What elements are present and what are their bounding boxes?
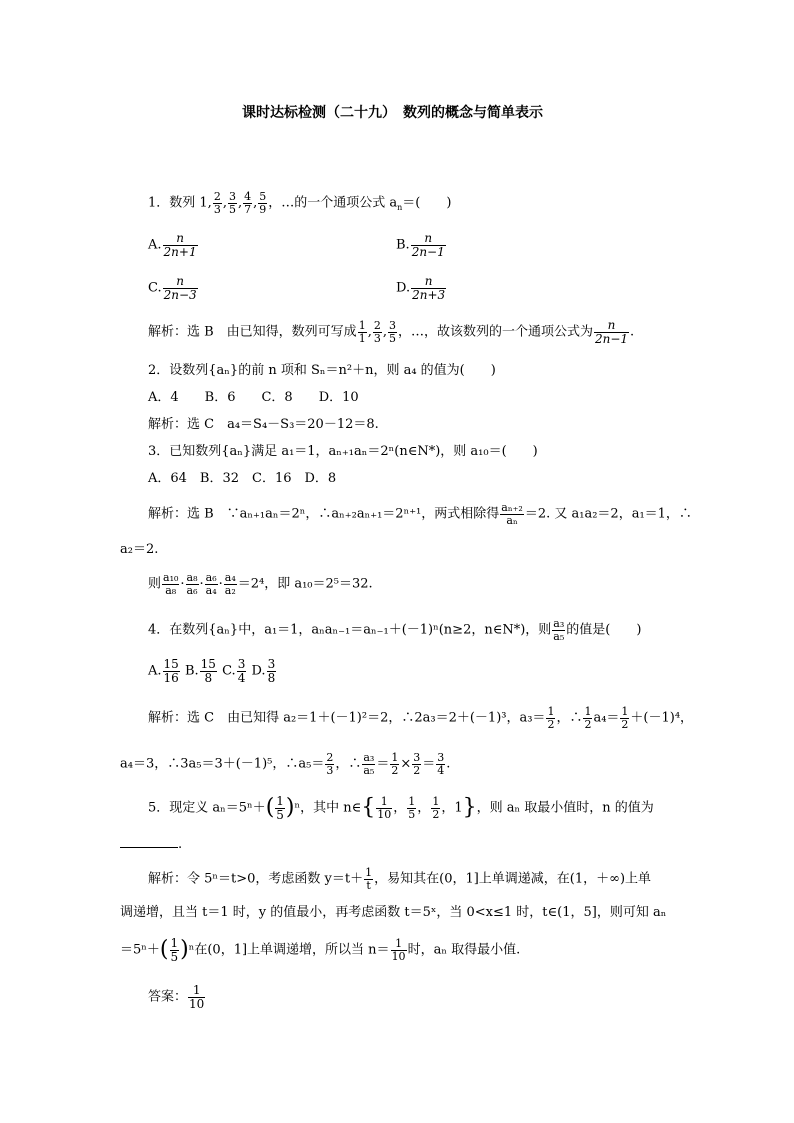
q1-stem: 1．数列 1, $\frac{2}{3}$ , $\frac{3}{5}$ , $\frac{4}{7}$ , $\frac{5}{9}$ ，…的一个通项公式 $a_n=$( ) (148, 190, 452, 216)
q2-stem: 2．设数列{aₙ}的前 n 项和 Sₙ＝n²＋n，则 a₄ 的值为( ) (148, 363, 496, 378)
q3-options: A．64 B．32 C．16 D．8 (148, 471, 337, 486)
q3-solution-line2: a₂＝2. (120, 542, 159, 557)
page-title: 课时达标检测（二十九） 数列的概念与简单表示 (242, 105, 543, 121)
fraction: $\frac{2}{3}$ (213, 190, 221, 216)
q3-stem: 3．已知数列{aₙ}满足 a₁＝1，aₙ₊₁aₙ＝2ⁿ(n∈N*)，则 a₁₀＝( ) (148, 444, 538, 459)
q3-solution-line3: 则 $\frac{\text{a₁₀}}{\text{a₈}}$ · $\frac{\text{a₈}}{\text{a₆}}$ · $\frac{\text{a₆}}{\text{a₄}}$ · $\frac{\text{a₄}}{\text{a₂}}$ ＝2⁴，即 a₁₀＝2⁵＝32. (148, 571, 373, 597)
q4-stem: 4．在数列{aₙ}中，a₁＝1，aₙaₙ₋₁＝aₙ₋₁＋(－1)ⁿ(n≥2，n∈N*)，则 $\frac{\text{a₃}}{\text{a₅}}$ 的值是( ) (148, 617, 642, 643)
q5-stem: 5．现定义 aₙ＝5ⁿ＋( $\frac{1}{5}$ )ⁿ，其中 n∈{ $\frac{1}{10}$ ， $\frac{1}{5}$ ， $\frac{1}{2}$ ，1}，则 aₙ 取最小值时，n 的值为 (148, 794, 654, 822)
q1-option-c: C. $\frac{n}{2n-3}$ (148, 274, 197, 302)
q3-solution-line1: 解析：选 B ∵aₙ₊₁aₙ＝2ⁿ，∴aₙ₊₂aₙ₊₁＝2ⁿ⁺¹，两式相除得 $\frac{\text{aₙ₊₂}}{\text{aₙ}}$ ＝2. 又 a₁a₂＝2，a₁＝1，∴ (148, 501, 692, 527)
q5-solution-line1: 解析：令 5ⁿ＝t>0，考虑函数 y＝t＋ $\frac{1}{t}$ ，易知其在(0，1]上单调递减，在(1，＋∞)上单 (148, 866, 652, 892)
q5-answer-blank: . (120, 837, 182, 853)
fraction: $\frac{3}{5}$ (228, 190, 236, 216)
fraction: $\frac{5}{9}$ (259, 190, 267, 216)
q5-solution-line3: ＝5ⁿ＋( $\frac{1}{5}$ )ⁿ在(0，1]上单调递增，所以当 n＝ $\frac{1}{10}$ 时，aₙ 取得最小值. (120, 936, 521, 964)
fraction: $\frac{4}{7}$ (244, 190, 252, 216)
q2-solution: 解析：选 C a₄＝S₄－S₃＝20－12＝8. (148, 417, 379, 432)
q4-options: A. $\frac{15}{16}$ B. $\frac{15}{8}$ C. $\frac{3}{4}$ D. $\frac{3}{8}$ (148, 657, 276, 685)
q1-solution: 解析：选 B 由已知得，数列可写成 $\frac{1}{1}$ , $\frac{2}{3}$ , $\frac{3}{5}$ ，…，故该数列的一个通项公式为 $\frac{n}{2n-1}$ . (148, 318, 635, 346)
q2-options: A．4 B．6 C．8 D．10 (148, 390, 359, 405)
q4-solution-line2: a₄＝3，∴3a₅＝3＋(－1)⁵，∴a₅＝ $\frac{2}{3}$ ，∴ $\frac{\text{a₃}}{\text{a₅}}$ ＝ $\frac{1}{2}$ × $\frac{3}{2}$ ＝ $\frac{3}{4}$ . (120, 751, 451, 777)
q1-option-d: D. $\frac{n}{2n+3}$ (396, 274, 446, 302)
q1-option-a: A. $\frac{n}{2n+1}$ (148, 231, 197, 259)
q4-solution-line1: 解析：选 C 由已知得 a₂＝1＋(－1)²＝2，∴2a₃＝2＋(－1)³，a₃＝ $\frac{1}{2}$ ，∴ $\frac{1}{2}$ a₄＝ $\frac{1}{2}$ ＋(－1)⁴， (148, 705, 694, 731)
q5-solution-line2: 调递增，且当 t＝1 时，y 的值最小，再考虑函数 t＝5ˣ，当 0<x≤1 时，t∈(1，5]，则可知 aₙ (120, 905, 667, 920)
blank-line (120, 846, 178, 848)
q5-answer: 答案： $\frac{1}{10}$ (148, 983, 205, 1011)
q1-option-b: B. $\frac{n}{2n-1}$ (396, 231, 445, 259)
